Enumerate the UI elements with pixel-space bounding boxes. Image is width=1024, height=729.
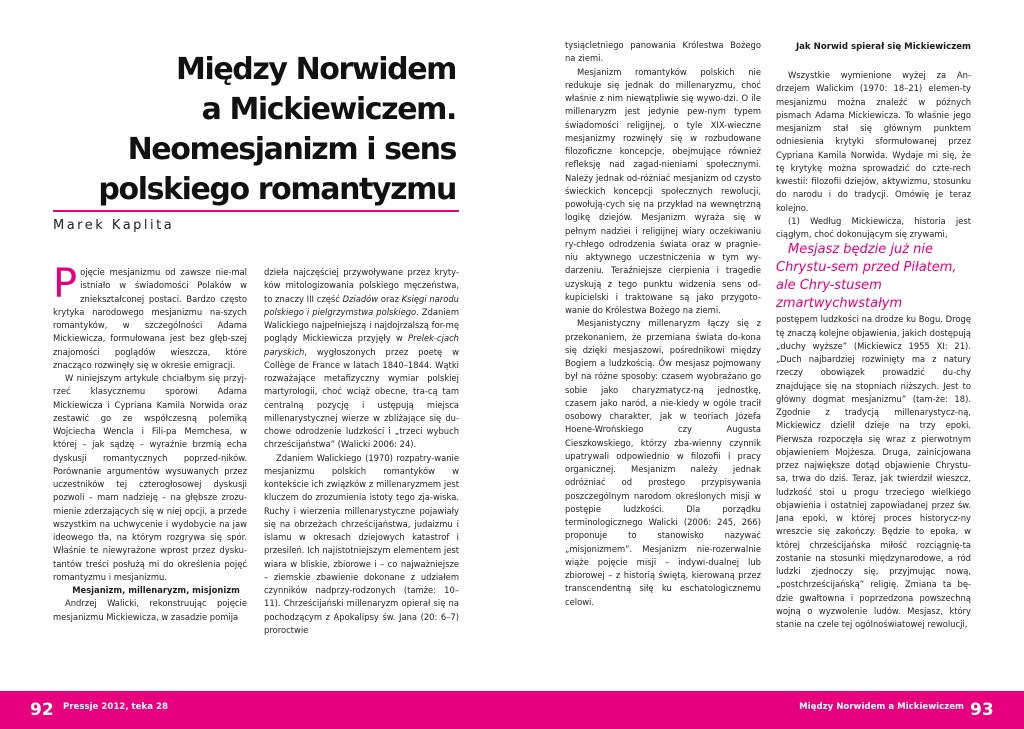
paragraph: tysiącletniego panowania Królestwa Bożego na ziemi. [565, 40, 761, 64]
paragraph: Mesjanizm romantyków polskich nie redukuje się jednak do millenaryzmu, choć właśnie z nim niewątpliwie się wywo-dzi. O ile millenaryzm jest jedynie pew-nym typem świadomości religijnej, o tyle XIX-wieczne mesjanizmy rozwinęły się w rozbudowane filozoficzne koncepcje, obejmujące również refleksję nad zagad-nieniami społecznymi. Należy jednak od-różniać mesjanizm od czysto świeckich koncepcji społecznych rewolucji, powołują-cych się na przykład na wewnętrzną logikę dziejów. Mesjanizm wyraża się w pełnym nadziei i religijnej wiary oczekiwaniu ry-chłego odrodzenia świata oraz w pragnie-niu aktywnego uczestniczenia w tym wy-darzeniu. Teraźniejsze cierpienia i tragedie uzyskują z tego punktu widzenia sens od-kupicielski i traktowane są jako przygoto-wanie do Królestwa Bożego na ziemi. [565, 66, 761, 315]
page-number-right: 93 [970, 700, 994, 720]
paragraph: W niniejszym artykule chciałbym się przyj-rzeć klasycznemu sporowi Adama Mickiewicza i Cypriana Kamila Norwida oraz zestawić go ze współczesną polemiką Wojciecha Wencla i Fili-pa Memchesa, w której – jak sądzę – wyraźnie brzmią echa dyskusji romantycznych poprzed-ników. Porównanie argumentów wysuwanych przez uczestników tej czterogłosowej dyskusji pozwoli – mam nadzieję – na głębsze zrozu-mienie zderzających się w niej opcji, a przede wszystkim na uchwycenie i wydobycie na jaw ideowego tła, na którym rozgrywa się spór. Właśnie te niewyrażone wprost przez dysku-tantów treści posłużą mi do określenia pojęć romantyzmu i mesjanizmu. [53, 373, 247, 582]
paragraph: Andrzej Walicki, rekonstruując pojęcie mesjanizmu Mickiewicza, w zasadzie pomija [53, 598, 247, 622]
journal-name: Pressje 2012, teka 28 [63, 702, 168, 712]
title-line: Neomesjanizm i sens [127, 132, 456, 167]
paragraph: Pojęcie mesjanizmu od zawsze nie-mal istniało w świadomości Polaków w zniekształconej postaci. Bardzo często krytyka narodowego mesjanizmu na-szych romantyków, w szczególności Adama Mickiewicza, formułowana jest bez głęb-szej znajomości poglądów wieszcza, które znacząco rozwinęły się w okresie emigracji. [53, 266, 247, 370]
article-title [56, 50, 456, 210]
text-column-4 [776, 69, 971, 631]
paragraph: Wszystkie wymienione wyżej za An-drzejem Walickim (1970: 18–21) elemen-ty mesjanizmu można znaleźć w późnych pismach Adama Mickiewicza. To właśnie jego mesjanizm stał się głównym punktem odniesienia krytyki sformułowanej przez Cypriana Kamila Norwida. Wydaje mi się, że tę krytykę można sprowadzić do czte-rech kwestii: filozofii dziejów, aktywizmu, stosunku do narodu i do tradycji. Omówię je teraz kolejno. [776, 70, 971, 213]
paragraph: Zdaniem Walickiego (1970) rozpatry-wanie mesjanizmu polskich romantyków w kontekście ich związków z millenaryzmem jest kluczem do zrozumienia istoty tego zja-wiska. Ruchy i wierzenia millenarystyczne pojawiały się na obrzeżach chrześcijaństwa, judaizmu i islamu w okresach dziejowych katastrof i przesileń. Ich najistotniejszym elementem jest wiara w bliskie, zbiorowe i – co najważniejsze – ziemskie zbawienie dokonane z udziałem czynników nadprzy-rodzonych (tamże: 10–11). Chrześcijański millenaryzm opierał się na pochodzącym z Apokalipsy św. Jana (20: 6–7) proroctwie [264, 452, 459, 635]
text-column-2 [264, 266, 459, 637]
title-line: polskiego romantyzmu [98, 172, 456, 207]
pull-quote: Mesjasz będzie już nie Chrystu-sem przed Piłatem, ale Chry-stusem zmartwychwstałym [776, 242, 957, 312]
running-title: Między Norwidem a Mickiewiczem [799, 702, 964, 712]
title-line: a Mickiewiczem. [201, 92, 456, 127]
paragraph: postępem ludzkości na drodze ku Bogu. Drogę tę znaczą kolejne objawienia, jakich dostępują „duchy wyższe” (Mickiewicz 1955 XI: 21). „Duch najbardziej rozwinięty ma z natury rzeczy obowiązek prowadzić du-chy znajdujące się na stopniach niższych. Jest to główny dogmat mesjanizmu” (tam-że: 18). Zgodnie z tradycją millenarystycz-ną, Mickiewicz dzielił dzieje na trzy epoki. Pierwsza rozpoczęła się wraz z pierwotnym objawieniem Mojżesza. Druga, zainicjowana przez największe dotąd objawienie Chrystu-sa, trwa do dziś. Teraz, jak twierdził wieszcz, ludzkość stoi u progu trzeciego wielkiego objawienia i ostatniej zapowiadanej przez św. Jana epoki, w której proces historycz-ny wreszcie się zakończy. Będzie to epoka, w której chrześcijańska miłość rozciągnię-ta zostanie na stosunki międzynarodowe, a ród ludzki zjednoczy się, przyjmując nową, „postchrześcijańską” religię. Zmiana ta bę-dzie gwałtowna i poprzedzona powszechną wojną o wyzwolenie ludów. Mesjasz, który stanie na czele tej ogólnoświatowej rewolucji, [776, 314, 971, 629]
paragraph: Mesjanistyczny millenaryzm łączy się z przekonaniem, że przemiana świata do-kona się dzięki mesjaszowi, pośrednikowi między Bogiem a ludzkością. Ów mesjasz pojmowany był na różne sposoby: czasem wyobrażano go sobie jako charyzmatycz-ną jednostkę, czasem jako naród, a nie-kiedy w ogóle tracił osobowy charakter, jak w teoriach Józefa Hoene-Wrońskiego czy Augusta Cieszkowskiego, którzy zba-wienny czynnik upatrywali odpowiednio w filozofii i pracy organicznej. Mesjanizm należy jednak odróżniać od prostego przypisywania poszczególnym narodom określonych misji w postępie ludzkości. Dla porządku terminologicznego Walicki (2006: 245, 266) proponuje to stanowisko nazywać „misjonizmem”. Mesjanizm nie-rozerwalnie wiąże pojęcie misji – indywi-dualnej lub zbiorowej – z historią świętą, kierowaną przez transcendentną siłę ku eschatologicznemu celowi. [565, 318, 761, 607]
paragraph: dzieła najczęściej przywoływane przez kryty-ków mitologizowania polskiego męczeństwa, to znaczy III część Dziadów oraz Księgi narodu polskiego i pielgrzymstwa polskiego. Zdaniem Walickiego najpełniejszą i najdojrzalszą for-mę poglądy Mickiewicza przyjęły w Prelek-cjach paryskich, wygłoszonych przez poetę w Collège de France w latach 1840–1844. Wątki rozważające metafizyczny wymiar polskiej martyrologii, choć wciąż obecne, tra-cą tam centralną pozycję i ustępują miejsca millenarystycznej wierze w zbliżające się du-chowe odrodzenie ludzkości i „trzeci wybuch chrześcijaństwa” (Walicki 2006: 24). [264, 267, 459, 450]
text-column-1 [53, 266, 247, 624]
author-name: Marek Kaplita [53, 218, 175, 233]
title-rule [53, 210, 459, 212]
drop-cap: P [53, 266, 78, 307]
text-column-3 [565, 39, 761, 609]
page-number-left: 92 [30, 700, 54, 720]
section-heading: Jak Norwid spierał się Mickiewiczem [795, 42, 971, 52]
paragraph: (1) Według Mickiewicza, historia jest ciągłym, choć dokonującym się zrywami, [776, 215, 971, 239]
section-heading: Mesjanizm, millenaryzm, misjonizm [72, 585, 240, 595]
title-line: Między Norwidem [175, 52, 456, 87]
